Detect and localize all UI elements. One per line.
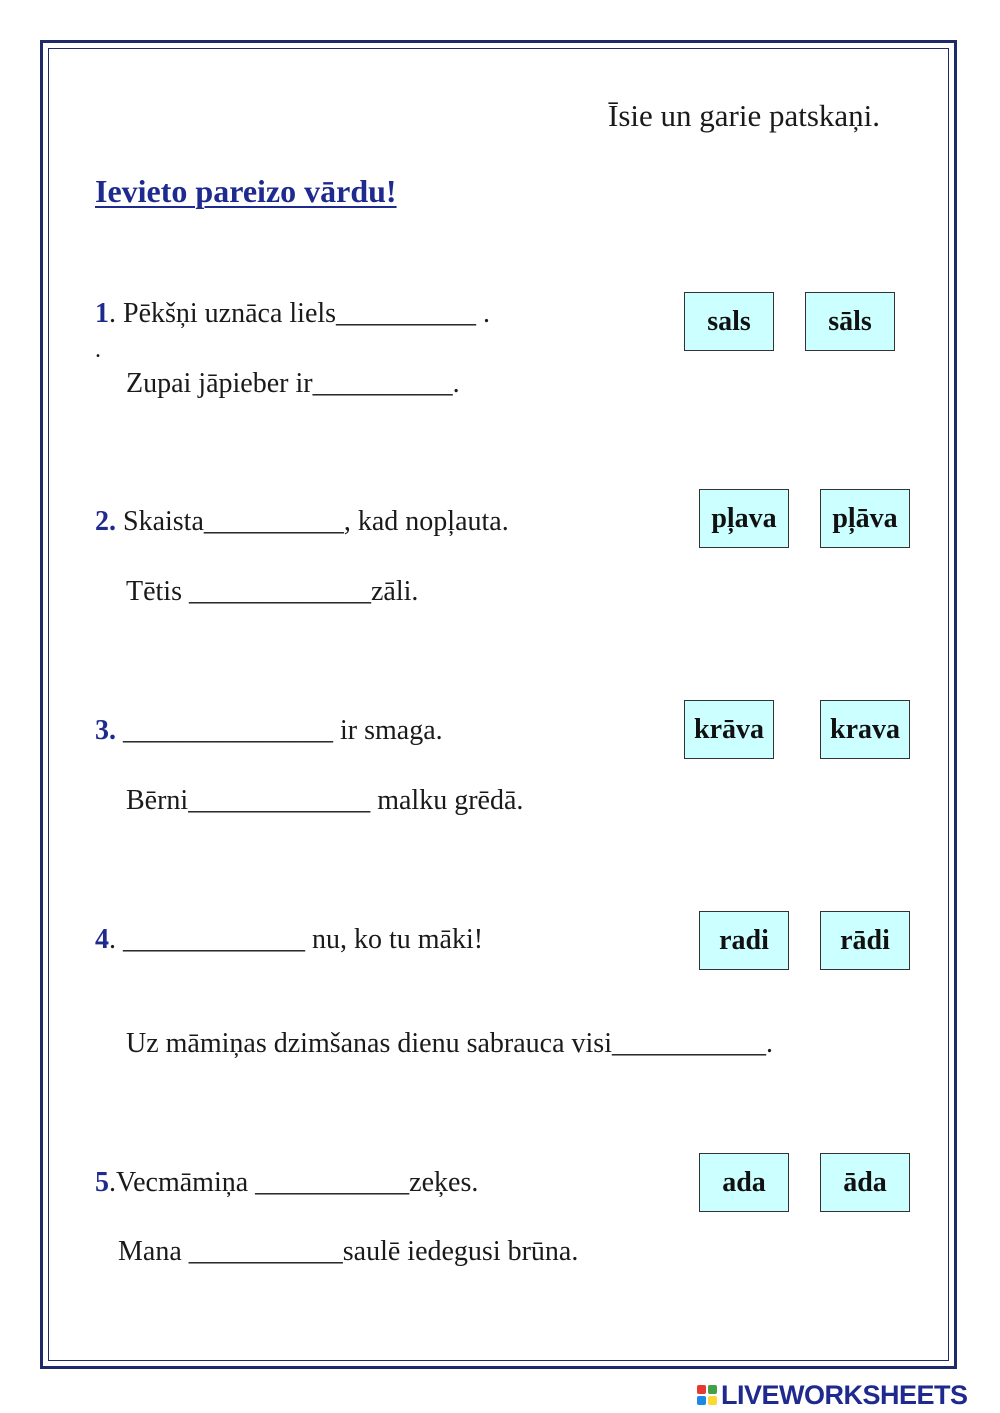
exercise-3-number: 3. <box>95 715 116 746</box>
exercise-2-sentence-1: Skaista__________, kad nopļauta. <box>123 506 509 537</box>
liveworksheets-logo-icon <box>697 1385 717 1405</box>
exercise-2-sentence-2: Tētis _____________zāli. <box>126 576 419 607</box>
exercise-4-sentence-2: Uz māmiņas dzimšanas dienu sabrauca visi___________. <box>126 1028 773 1059</box>
option-plava[interactable]: pļava <box>699 489 789 548</box>
worksheet-subtitle: Īsie un garie patskaņi. <box>608 98 881 133</box>
exercise-1-number: 1 <box>95 298 109 329</box>
option-ada[interactable]: ada <box>699 1153 789 1212</box>
option-raadi[interactable]: rādi <box>820 911 910 970</box>
exercise-3-sentence-2: Bērni_____________ malku grēdā. <box>126 785 524 816</box>
exercise-2-number: 2. <box>95 506 116 537</box>
stray-dot: . <box>95 337 101 363</box>
worksheet-heading: Ievieto pareizo vārdu! <box>95 173 397 209</box>
exercise-5-number: 5 <box>95 1167 109 1198</box>
exercise-1-line-1: 1. Pēkšņi uznāca liels__________ . <box>95 298 491 329</box>
exercise-5-sentence-2: Mana ___________saulē iedegusi brūna. <box>118 1236 579 1267</box>
exercise-5-sentence-1: Vecmāmiņa ___________zeķes. <box>116 1167 479 1198</box>
option-sals[interactable]: sals <box>684 292 774 351</box>
page-border-inner <box>48 48 949 1361</box>
exercise-1-sentence-2: Zupai jāpieber ir__________. <box>126 368 460 399</box>
exercise-4-line-1: 4. _____________ nu, ko tu māki! <box>95 924 484 955</box>
exercise-3-line-1 <box>95 717 443 745</box>
exercise-2-line-1 <box>95 508 509 536</box>
option-saals[interactable]: sāls <box>805 292 895 351</box>
liveworksheets-logo <box>697 1380 968 1410</box>
liveworksheets-logo-text: LIVEWORKSHEETS <box>721 1379 968 1410</box>
exercise-4-sentence-1: _____________ nu, ko tu māki! <box>123 924 484 955</box>
exercise-5-line-1: 5.Vecmāmiņa ___________zeķes. <box>95 1167 479 1198</box>
option-krava[interactable]: krava <box>820 700 910 759</box>
exercise-4-number: 4 <box>95 924 109 955</box>
option-aada[interactable]: āda <box>820 1153 910 1212</box>
option-kraava[interactable]: krāva <box>684 700 774 759</box>
exercise-1-sentence-1: Pēkšņi uznāca liels__________ . <box>123 298 491 329</box>
exercise-3-sentence-1: _______________ ir smaga. <box>123 715 443 746</box>
option-radi[interactable]: radi <box>699 911 789 970</box>
option-plaava[interactable]: pļāva <box>820 489 910 548</box>
